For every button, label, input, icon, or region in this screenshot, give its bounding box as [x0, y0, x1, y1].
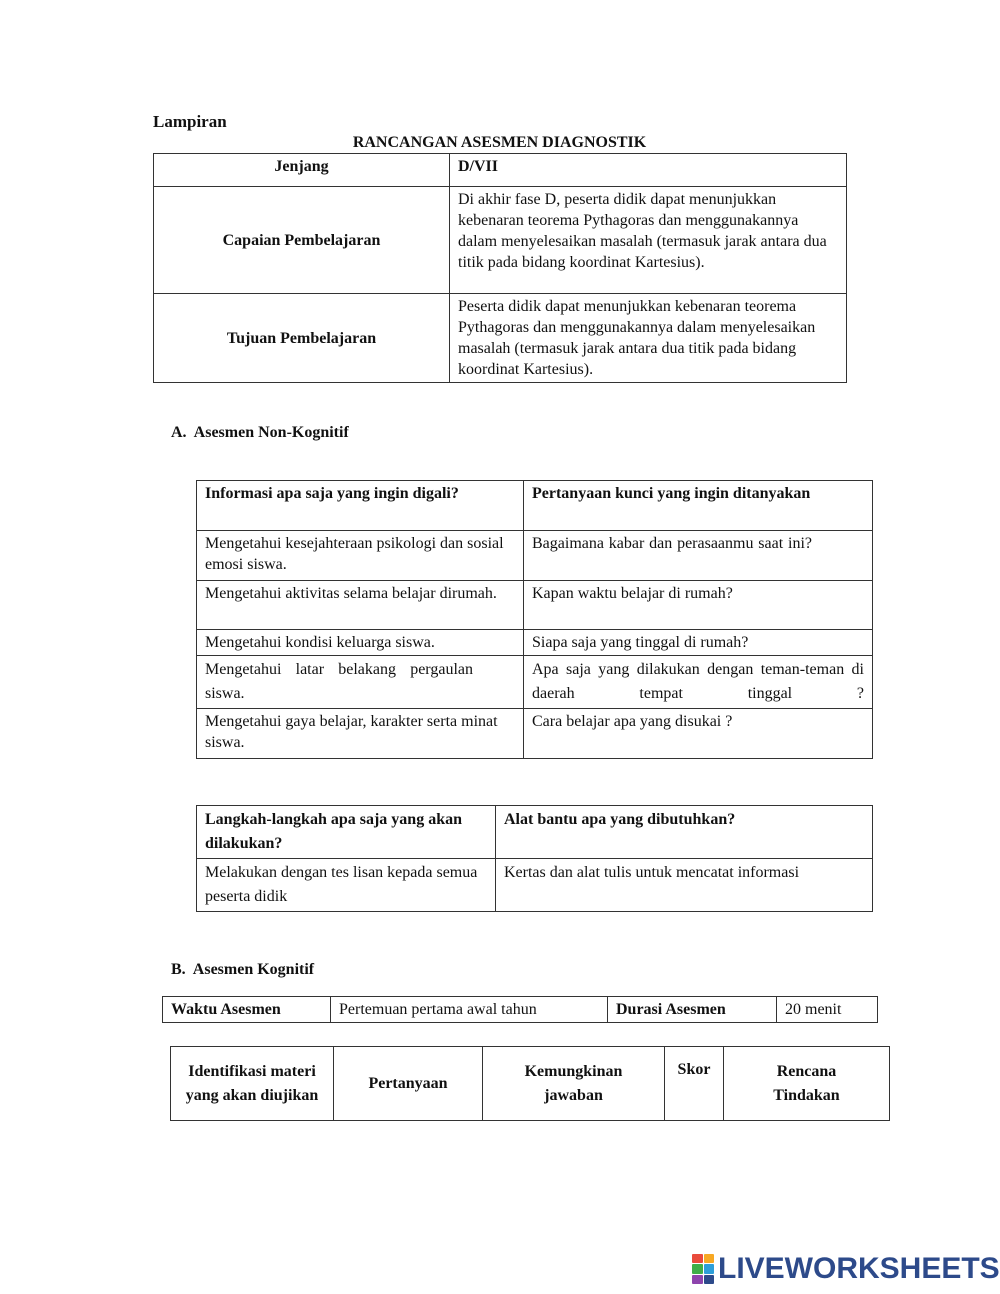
waktu-value: Pertemuan pertama awal tahun	[331, 997, 608, 1023]
table-row	[154, 294, 847, 383]
table-header-row	[197, 481, 873, 531]
table-cell: Apa saja yang dilakukan dengan teman-teman di daerah tempat tinggal ?	[524, 656, 873, 709]
table-cell: Mengetahui latar belakang pergaulan siswa.	[197, 656, 524, 709]
section-a-heading: A. Asesmen Non-Kognitif	[171, 424, 349, 441]
table-header-row	[197, 806, 873, 859]
logo-block	[704, 1275, 715, 1284]
logo-mark-icon	[692, 1254, 714, 1284]
liveworksheets-logo	[692, 1252, 1000, 1286]
table-row	[197, 581, 873, 630]
page-title: RANCANGAN ASESMEN DIAGNOSTIK	[352, 134, 647, 151]
col-header-kemungkinan: Kemungkinan jawaban	[483, 1047, 665, 1121]
col-header-pertanyaan: Pertanyaan	[334, 1047, 483, 1121]
logo-block	[704, 1264, 715, 1273]
logo-block	[704, 1254, 715, 1263]
logo-block	[692, 1275, 703, 1284]
table-header-row	[171, 1047, 890, 1121]
table-row	[163, 997, 878, 1023]
capaian-label: Capaian Pembelajaran	[154, 187, 450, 294]
table-cell: Kapan waktu belajar di rumah?	[524, 581, 873, 630]
col-header-pertanyaan-kunci: Pertanyaan kunci yang ingin ditanyakan	[524, 481, 873, 531]
table-cell: Mengetahui kondisi keluarga siswa.	[197, 630, 524, 656]
logo-block	[692, 1254, 703, 1263]
table-cell: Mengetahui gaya belajar, karakter serta minat siswa.	[197, 709, 524, 759]
durasi-value: 20 menit	[777, 997, 878, 1023]
lampiran-label: Lampiran	[153, 112, 227, 131]
logo-text: LIVEWORKSHEETS	[718, 1252, 1000, 1285]
tujuan-label: Tujuan Pembelajaran	[154, 294, 450, 383]
table-row	[197, 531, 873, 581]
table-row	[197, 859, 873, 912]
table-cell: Mengetahui kesejahteraan psikologi dan sosial emosi siswa.	[197, 531, 524, 581]
table-cell: Bagaimana kabar dan perasaanmu saat ini?	[524, 531, 873, 581]
table-cell: Mengetahui aktivitas selama belajar dirumah.	[197, 581, 524, 630]
table-cell: Cara belajar apa yang disukai ?	[524, 709, 873, 759]
table-row	[197, 709, 873, 759]
col-header-rencana: Rencana Tindakan	[724, 1047, 890, 1121]
col-header-skor: Skor	[665, 1047, 724, 1121]
langkah-table	[196, 805, 873, 912]
table-cell: Siapa saja yang tinggal di rumah?	[524, 630, 873, 656]
table-cell: Melakukan dengan tes lisan kepada semua peserta didik	[197, 859, 496, 912]
col-header-informasi: Informasi apa saja yang ingin digali?	[197, 481, 524, 531]
logo-block	[692, 1264, 703, 1273]
non-kognitif-table	[196, 480, 873, 759]
waktu-label: Waktu Asesmen	[163, 997, 331, 1023]
capaian-value: Di akhir fase D, peserta didik dapat menunjukkan kebenaran teorema Pythagoras dan menggunakannya dalam menyelesaikan masalah (termasuk jarak antara dua titik pada bidang koordinat Kartesius).	[450, 187, 847, 294]
table-row	[154, 154, 847, 187]
col-header-alat-bantu: Alat bantu apa yang dibutuhkan?	[496, 806, 873, 859]
col-header-langkah: Langkah-langkah apa saja yang akan dilakukan?	[197, 806, 496, 859]
table-cell: Kertas dan alat tulis untuk mencatat informasi	[496, 859, 873, 912]
col-header-identifikasi: Identifikasi materi yang akan diujikan	[171, 1047, 334, 1121]
table-row	[197, 656, 873, 709]
info-table	[153, 153, 847, 383]
section-b-heading: B. Asesmen Kognitif	[171, 961, 315, 978]
table-row	[197, 630, 873, 656]
kognitif-table	[170, 1046, 890, 1121]
jenjang-value: D/VII	[450, 154, 847, 187]
jenjang-label: Jenjang	[154, 154, 450, 187]
tujuan-value: Peserta didik dapat menunjukkan kebenaran teorema Pythagoras dan menggunakannya dalam menyelesaikan masalah (termasuk jarak antara dua titik pada bidang koordinat Kartesius).	[450, 294, 847, 383]
table-row	[154, 187, 847, 294]
waktu-table	[162, 996, 878, 1023]
durasi-label: Durasi Asesmen	[608, 997, 777, 1023]
